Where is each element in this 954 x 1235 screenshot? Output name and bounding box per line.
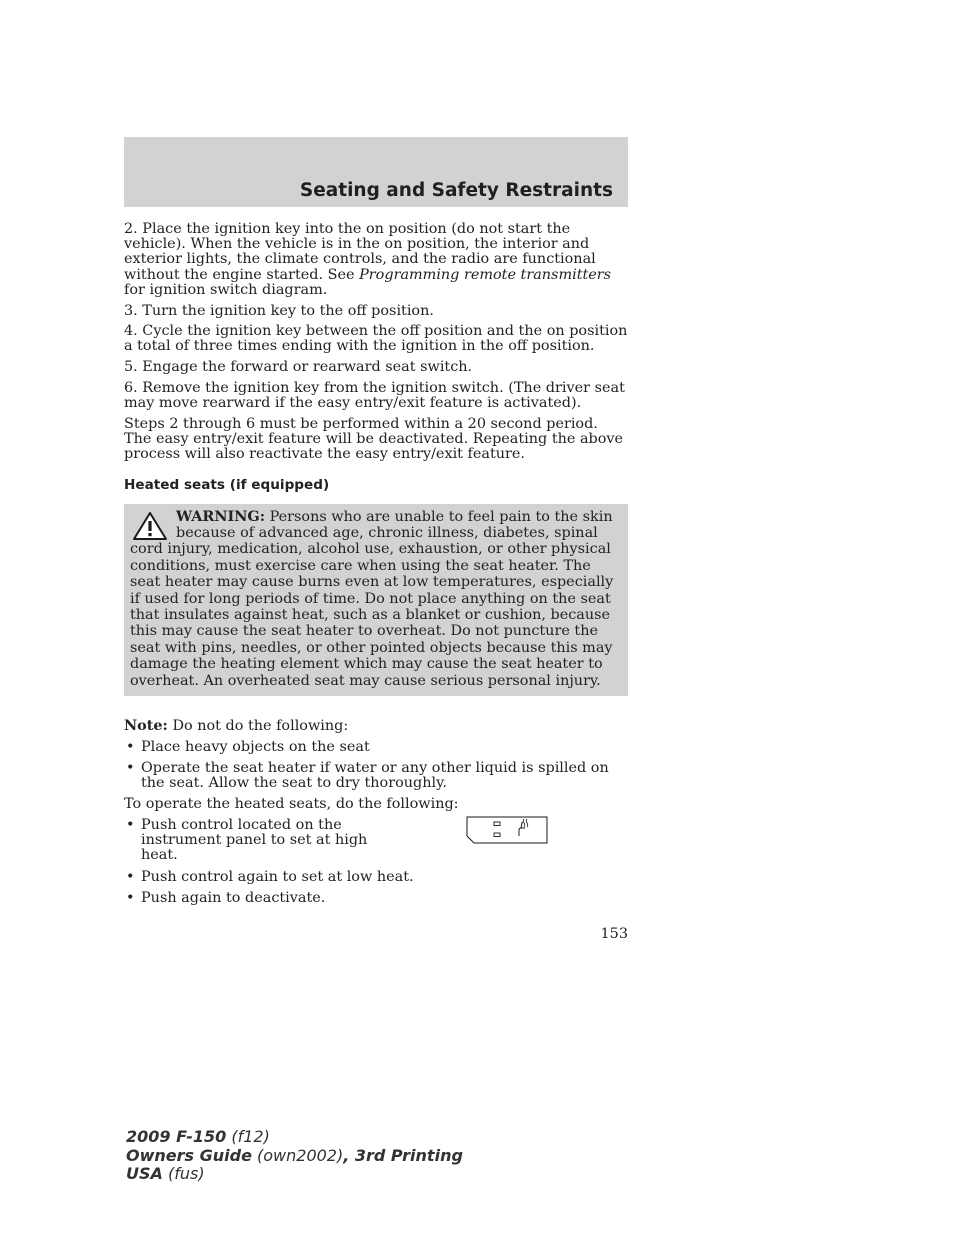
step-6: 6. Remove the ignition key from the ignition switch. (The driver seat may move rearward if the easy entry/exit feature is activated).: [124, 379, 625, 412]
step-2: 2. Place the ignition key into the on position (do not start the vehicle). When the vehicle is in the on position, the interior and exterior lights, the climate controls, and the radio are functional without the engine started. See Programming remote transmitters for ignition switch diagram.: [124, 221, 612, 298]
note: Note: Do not do the following:: [124, 717, 349, 735]
list-item: • Place heavy objects on the seat: [124, 740, 628, 755]
list-item: • Operate the seat heater if water or any other liquid is spilled on the seat. Allow the seat to dry thoroughly.: [124, 761, 628, 791]
footer-line-1: 2009 F-150 (f12): [126, 1127, 270, 1146]
warning-label: WARNING:: [176, 507, 266, 525]
note-label: Note:: [124, 717, 168, 735]
step-3: 3. Turn the ignition key to the off position.: [124, 302, 434, 319]
warning-box: [124, 504, 628, 696]
footer-line-3: USA (fus): [126, 1164, 205, 1184]
footer-line-2: Owners Guide (own2002), 3rd Printing: [126, 1145, 463, 1165]
document-footer: [126, 1128, 463, 1184]
operate-list: [124, 818, 628, 906]
step-5: 5. Engage the forward or rearward seat switch.: [124, 359, 473, 376]
dont-list: [124, 740, 628, 792]
list-item: • Push again to deactivate.: [124, 891, 628, 906]
cross-reference-link: Programming remote transmitters: [359, 266, 612, 283]
step-4: 4. Cycle the ignition key between the off position and the on position a total of three times ending with the ignition in the off position.: [124, 323, 628, 355]
warning-triangle-icon: [132, 511, 168, 541]
steps-note: Steps 2 through 6 must be performed within a 20 second period. The easy entry/exit feature will be deactivated. Repeating the above process will also reactivate the easy entry/exit feature.: [124, 415, 624, 463]
list-item: • Push control again to set at low heat.: [124, 870, 628, 885]
list-item: • Push control located on the instrument panel to set at high heat.: [124, 818, 628, 864]
operate-intro: To operate the heated seats, do the following:: [124, 796, 459, 813]
page-number: 153: [600, 926, 628, 942]
seat-heater-control-icon: [466, 816, 548, 844]
section-header-bar: [124, 137, 628, 207]
page-content: [124, 222, 628, 912]
section-title: Seating and Safety Restraints: [299, 180, 613, 201]
heated-seats-heading: Heated seats (if equipped): [124, 477, 330, 494]
warning-text: Persons who are unable to feel pain to the skin because of advanced age, chronic illness, diabetes, spinal cord injury, medication, alcohol use, exhaustion, or other physical conditions, must exercise care when using the seat heater. The seat heater may cause burns even at low temperatures, especially if used for long periods of time. Do not place anything on the seat that insulates against heat, such as a blanket or cushion, because this may cause the seat heater to overheat. Do not puncture the seat with pins, needles, or other pointed objects because this may damage the heating element which may cause the seat heater to overheat. An overheated seat may cause serious personal injury.: [130, 508, 614, 689]
